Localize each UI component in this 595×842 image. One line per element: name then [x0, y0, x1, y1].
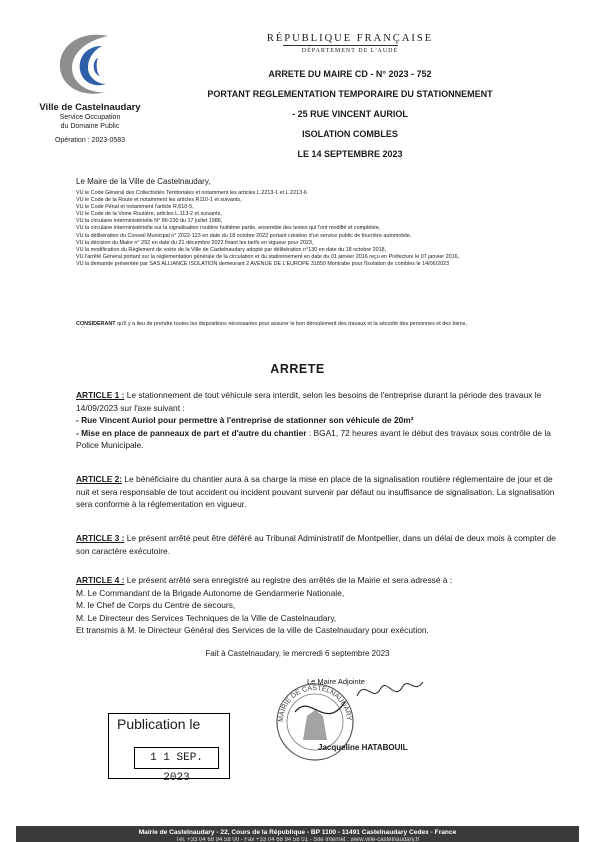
article-1-label: ARTICLE 1 : — [76, 390, 125, 400]
header-divider — [283, 45, 398, 46]
considerant — [76, 320, 576, 328]
vu-item: VU la demande présentée par SAS ALLIANCE ISOLATION demeurant 2 AVENUE DE L'EUROPE 31850 Montrabe pour l'isolation de combles le 14/06/2023 — [76, 260, 450, 267]
article-1-bullet-2-rest: : BGA1, 72 heures avant le début des travaux sous contrôle de la Police Municipale. — [76, 427, 551, 450]
vu-item: VU le Code de la Voirie Routière, articles L.113-2 et suivants, — [76, 211, 222, 218]
city-logo-block — [20, 28, 160, 144]
decree-address: - 25 RUE VINCENT AURIOL — [292, 109, 408, 119]
vu-item: VU l'arrêté Général portant sur la réglementation générale de la circulation et du stationnement en date du 01 janvier 2016 reçu en Préfecture le 07 janvier 2016, — [76, 253, 460, 260]
considerant-text: qu'il y a lieu de prendre toutes les dispositions nécessaires pour assurer le bon déroulement des travaux et la sécurité des personnes et des biens, — [115, 321, 467, 327]
article-1-text: Le stationnement de tout véhicule sera interdit, selon les besoins de l'entreprise durant la période des travaux le 14/09/2023 sur l'axe suivant : — [76, 390, 542, 413]
vu-item: VU le Code Pénal et notamment l'article R.610-5, — [76, 204, 194, 211]
signatory-title: Le Maire Adjointe — [307, 677, 365, 686]
article-2-text: Le bénéficiaire du chantier aura à sa charge la mise en place de la signalisation routière réglementaire de jour et de nuit et sera responsable de tout accident ou incident pouvant survenir par défaut ou insuffisance de signalisation. La signalisation sera conforme à la réglementation en vigueur. — [76, 474, 555, 509]
vu-item: VU la modification du Règlement de voirie de la Ville de Castelnaudary adopté par délibération n°130 en date du 18 octobre 2018, — [76, 246, 387, 253]
article-3-text: Le présent arrêté peut être déféré au Tribunal Administratif de Montpellier, dans un délai de deux mois à compter de son caractère exécutoire. — [76, 533, 556, 556]
maire-intro: Le Maire de la Ville de Castelnaudary, — [76, 177, 211, 186]
article-4 — [76, 574, 556, 637]
article-2-label: ARTICLE 2: — [76, 474, 123, 484]
article-4-label: ARTICLE 4 : — [76, 575, 125, 585]
footer-contact: Tél. +33 04 68 94 58 00 - Fax +33 04 68 94 58 01 - Site Internet : www.ville-castelnaudary.fr — [175, 837, 420, 842]
arrete-title: ARRETE — [270, 362, 325, 376]
departement-heading: DÉPARTEMENT DE L'AUDE — [301, 48, 399, 54]
logo-service-line1: Service Occupation — [59, 114, 121, 121]
recipient-item: M. Le Commandant de la Brigade Autonome de Gendarmerie Nationale, — [76, 587, 345, 598]
vu-item: VU la circulaire interministérielle sur la signalisation routière huitième partie, ensemble des textes qui l'ont modifié et complétée, — [76, 225, 381, 232]
decree-work-type: ISOLATION COMBLES — [302, 129, 398, 139]
fait-a-line: Fait à Castelnaudary, le mercredi 6 septembre 2023 — [205, 649, 390, 658]
logo-city-name: Ville de Castelnaudary — [39, 102, 141, 113]
considerant-label: CONSIDERANT — [76, 321, 116, 327]
republique-heading: RÉPUBLIQUE FRANÇAISE — [266, 33, 434, 44]
article-1-bullet-1: - Rue Vincent Auriol pour permettre à l'entreprise de stationner son véhicule de 20m² — [76, 415, 414, 425]
article-1-bullet-2-bold: - Mise en place de panneaux de part et d'autre du chantier — [76, 427, 307, 438]
article-1 — [76, 389, 556, 452]
article-3-label: ARTICLE 3 : — [76, 533, 125, 543]
vu-item: VU la décision du Maire n° 292 en date du 21 décembre 2022 fixant les tarifs en vigueur pour 2023, — [76, 239, 314, 246]
vu-item: VU le Code Général des Collectivités Territoriales et notamment les articles L.2213-1 et L.2213-6 — [76, 190, 307, 196]
seal-text: MAIRIE DE CASTELNAUDARY — [277, 684, 353, 723]
castelnaudary-logo-icon — [50, 28, 130, 100]
vu-item: VU le Code de la Route et notamment les articles R110-1 et suivants, — [76, 197, 242, 204]
decree-subject: PORTANT REGLEMENTATION TEMPORAIRE DU STATIONNEMENT — [207, 89, 493, 99]
article-3 — [76, 532, 556, 557]
publication-date: 1 1 SEP. 2023 — [134, 747, 219, 769]
logo-service-line2: du Domaine Public — [60, 123, 120, 130]
decree-number: ARRETE DU MAIRE CD - N° 2023 - 752 — [268, 69, 432, 79]
publication-label: Publication le — [117, 716, 201, 732]
footer-address: Mairie de Castelnaudary - 22, Cours de la République - BP 1100 - 11491 Castelnaudary Cedex - France — [16, 826, 579, 842]
vu-item: VU la circulaire interministérielle N° 86-230 du 17 juillet 1986, — [76, 218, 223, 225]
article-4-text: Le présent arrêté sera enregistré au registre des arrêtés de la Mairie et sera adressé à : — [124, 575, 453, 585]
recipient-item: Et transmis à M. le Directeur Général des Services de la ville de Castelnaudary pour exécution. — [76, 625, 429, 635]
handwritten-signature-icon — [355, 676, 425, 706]
operation-number: Opération : 2023-0583 — [54, 137, 126, 144]
recipient-item: M. le Chef de Corps du Centre de secours, — [76, 600, 236, 610]
decree-date: LE 14 SEPTEMBRE 2023 — [297, 149, 403, 159]
signatory-name: Jacqueline HATABOUIL — [318, 743, 408, 752]
vu-list — [76, 190, 576, 268]
article-2 — [76, 473, 556, 511]
recipient-item: M. Le Directeur des Services Techniques de la Ville de Castelnaudary, — [76, 612, 337, 623]
vu-item: VU la délibération du Conseil Municipal n° 2022-123 en date du 18 octobre 2022 portant création d'un service public de fourrière automobile, — [76, 232, 412, 239]
